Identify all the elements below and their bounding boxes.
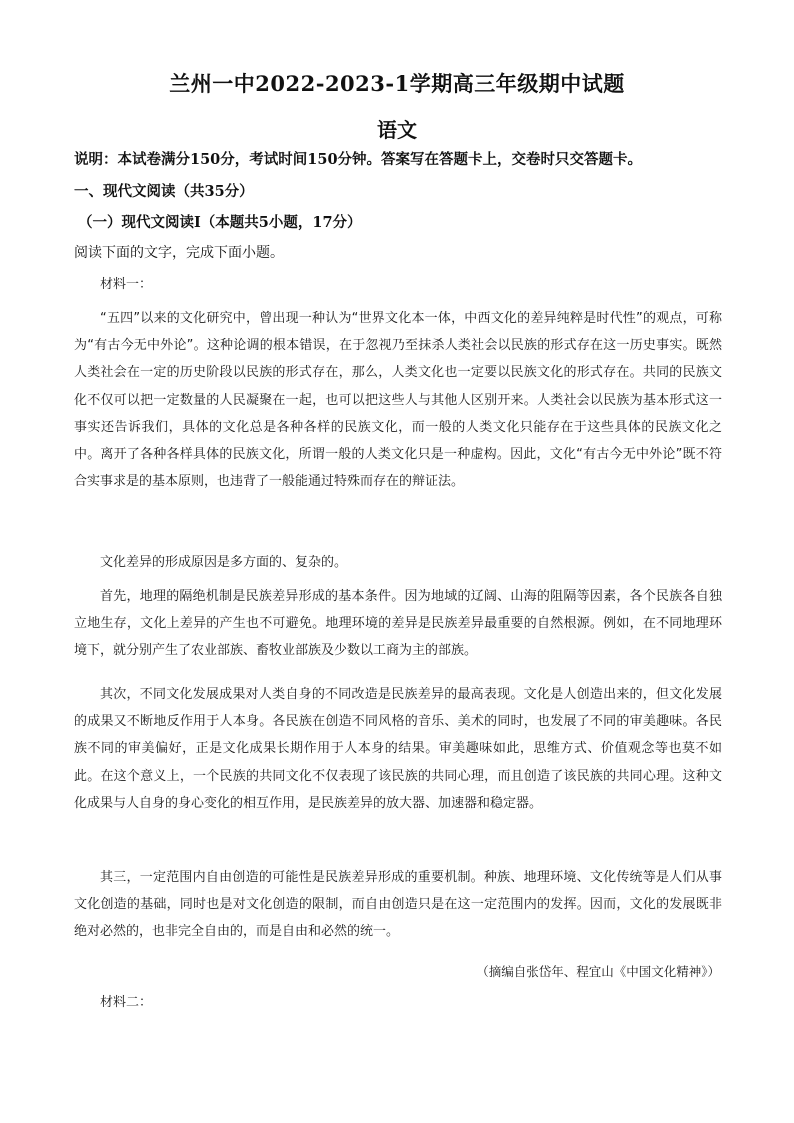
material-label-2: 材料二： xyxy=(100,995,153,1010)
exam-title: 兰州一中2022-2023-1学期高三年级期中试题 xyxy=(169,71,625,96)
paragraph-1: “五四”以来的文化研究中，曾出现一种认为“世界文化本一体，中西文化的差异纯粹是时代性”的观点，可称为“有古今无中外论”。这种论调的根本错误，在于忽视乃至抹杀人类社会以民族的形式存在这一历史事实。既然人类社会在一定的历史阶段以民族的形式存在，那么，人类文化也一定要以民族文化的形式存在。共同的民族文化不仅可以把一定数量的人民凝聚在一起，也可以把这些人与其他人区别开来。人类社会以民族为基本形式这一事实还告诉我们，具体的文化总是各种各样的民族文化，而一般的人类文化只能存在于这些具体的民族文化之中。离开了各种各样具体的民族文化，所谓一般的人类文化只是一种虚构。因此，文化“有古今无中外论”既不符合实事求是的基本原则，也违背了一般能通过特殊而存在的辩证法。 xyxy=(74,311,722,490)
source-citation: （摘编自张岱年、程宜山《中国文化精神》） xyxy=(476,964,720,979)
material-label: 材料一： xyxy=(100,277,153,292)
section-heading: 一、现代文阅读（共35分） xyxy=(74,183,254,200)
instructions: 说明：本试卷满分150分，考试时间150分钟。答案写在答题卡上，交卷时只交答题卡。 xyxy=(74,151,643,168)
reading-prompt: 阅读下面的文字，完成下面小题。 xyxy=(74,245,284,261)
subject-title: 语文 xyxy=(377,118,417,142)
paragraph-3: 首先，地理的隔绝机制是民族差异形成的基本条件。因为地域的辽阔、山海的阻隔等因素，各个民族各自独立地生存，文化上差异的产生也不可避免。地理环境的差异是民族差异最重要的自然根源。例如，在不同地理环境下，就分别产生了农业部族、畜牧业部族及少数以工商为主的部族。 xyxy=(74,589,722,659)
section-subheading: （一）现代文阅读Ⅰ（本题共5小题，17分） xyxy=(78,214,362,231)
paragraph-4: 其次，不同文化发展成果对人类自身的不同改造是民族差异的最高表现。文化是人创造出来的，但文化发展的成果又不断地反作用于人本身。各民族在创造不同风格的音乐、美术的同时，也发展了不同的审美趣味。各民族不同的审美偏好，正是文化成果长期作用于人本身的结果。审美趣味如此，思维方式、价值观念等也莫不如此。在这个意义上，一个民族的共同文化不仅表现了该民族的共同心理，而且创造了该民族的共同心理。这种文化成果与人自身的身心变化的相互作用，是民族差异的放大器、加速器和稳定器。 xyxy=(74,687,722,811)
paragraph-5: 其三，一定范围内自由创造的可能性是民族差异形成的重要机制。种族、地理环境、文化传统等是人们从事文化创造的基础，同时也是对文化创造的限制，而自由创造只是在这一定范围内的发挥。因而，文化的发展既非绝对必然的，也非完全自由的，而是自由和必然的统一。 xyxy=(74,870,722,940)
paragraph-2: 文化差异的形成原因是多方面的、复杂的。 xyxy=(100,555,348,570)
